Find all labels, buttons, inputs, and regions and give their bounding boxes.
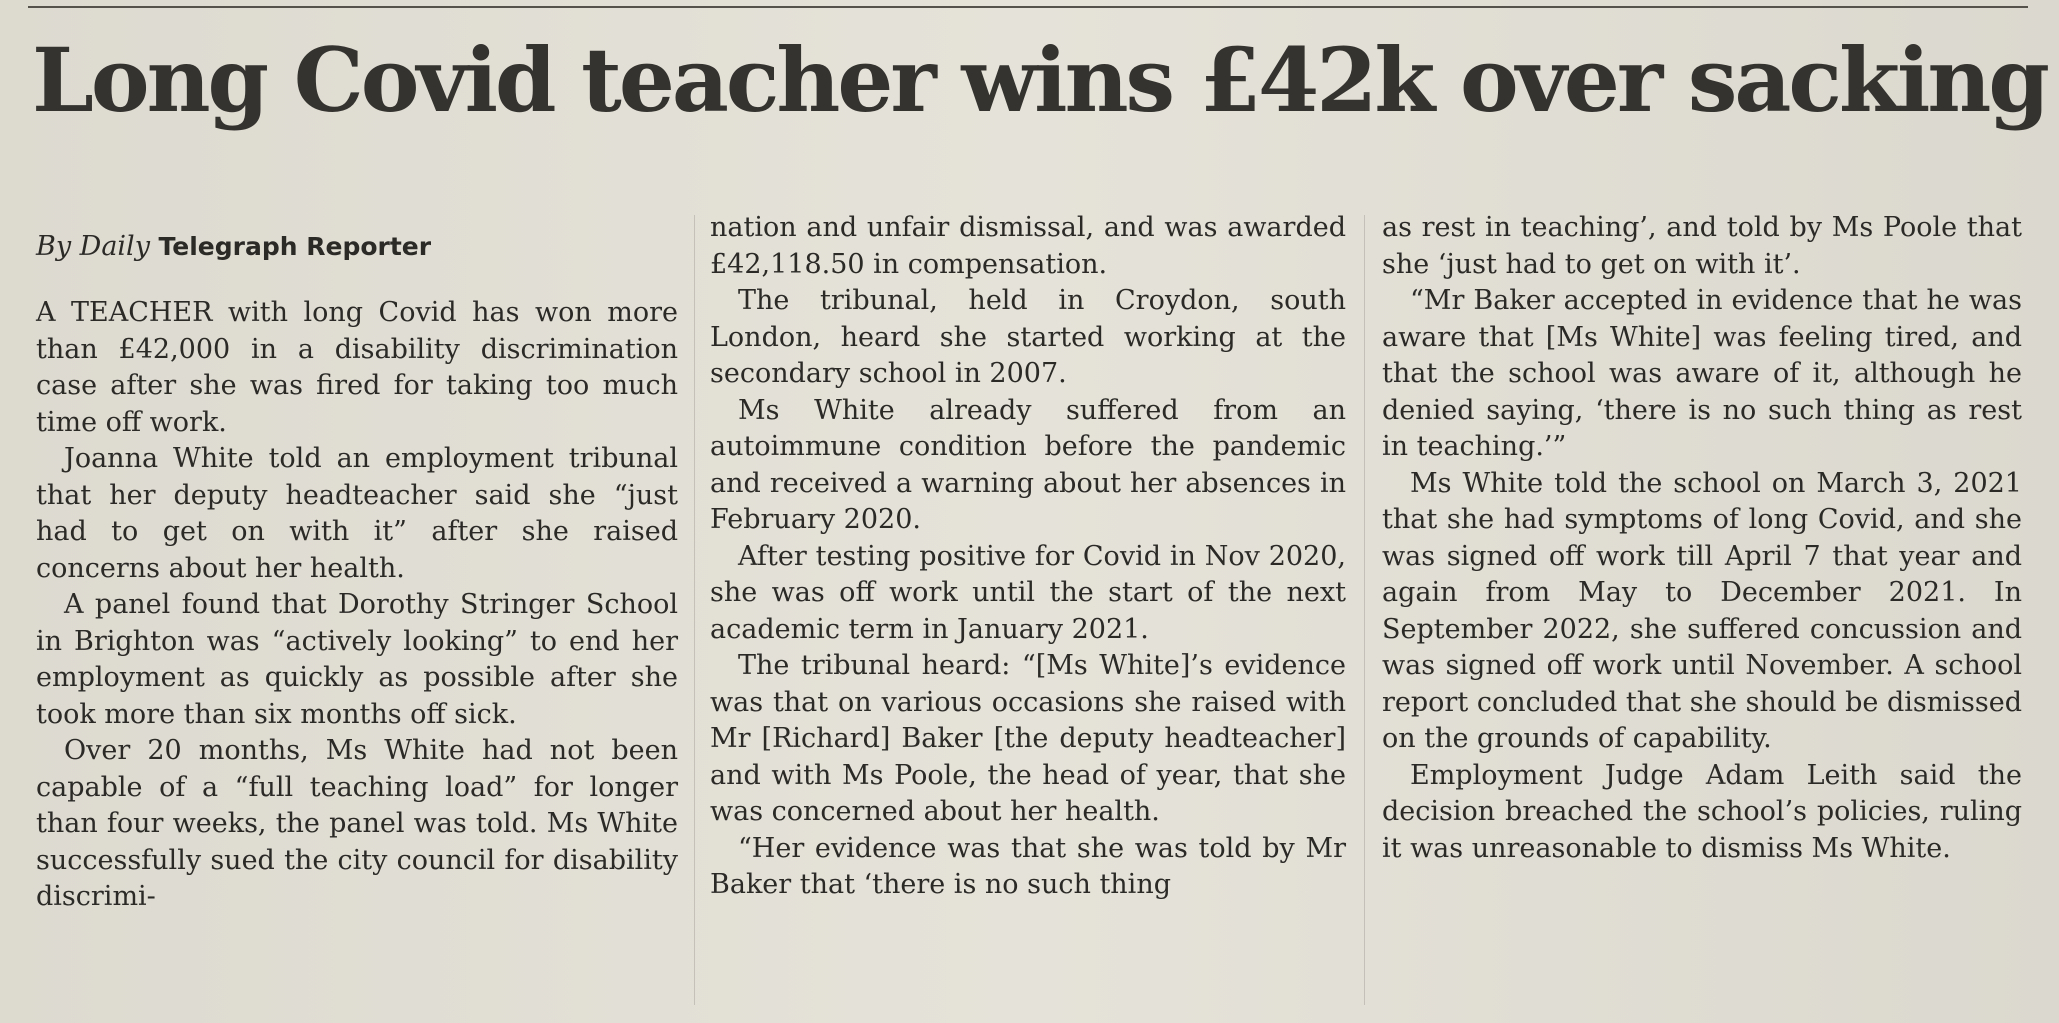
top-rule bbox=[28, 6, 2028, 8]
byline-prefix: By Daily bbox=[36, 231, 150, 262]
paragraph: as rest in teaching’, and told by Ms Poole that she ‘just had to get on with it’. bbox=[1382, 212, 2022, 280]
byline-author: Telegraph Reporter bbox=[158, 232, 432, 261]
paragraph: Employment Judge Adam Leith said the decision breached the school’s policies, ruling it was unreasonable to dismiss Ms White. bbox=[1382, 759, 2022, 864]
article-column-3 bbox=[1382, 210, 2022, 867]
paragraph: Over 20 months, Ms White had not been capable of a “full teaching load” for longer than four weeks, the panel was told. Ms White successfully sued the city council for disability discrimi- bbox=[36, 735, 678, 912]
column-divider bbox=[1364, 215, 1365, 1005]
paragraph: nation and unfair dismissal, and was awarded £42,118.50 in compensation. bbox=[710, 212, 1346, 280]
headline: Long Covid teacher wins £42k over sacking bbox=[32, 28, 2047, 132]
article-column-1 bbox=[36, 295, 678, 916]
paragraph: A TEACHER with long Covid has won more than £42,000 in a disability discrimination case after she was fired for taking too much time off work. bbox=[36, 297, 678, 438]
paragraph: After testing positive for Covid in Nov 2020, she was off work until the start of the next academic term in January 2021. bbox=[710, 540, 1346, 645]
paragraph: “Her evidence was that she was told by Mr Baker that ‘there is no such thing bbox=[710, 832, 1346, 900]
paragraph: “Mr Baker accepted in evidence that he was aware that [Ms White] was feeling tired, and that the school was aware of it, although he denied saying, ‘there is no such thing as rest in teaching.’” bbox=[1382, 285, 2022, 462]
byline bbox=[36, 229, 678, 265]
article-column-2 bbox=[710, 210, 1346, 904]
paragraph: The tribunal, held in Croydon, south London, heard she started working at the secondary school in 2007. bbox=[710, 285, 1346, 389]
paragraph: Ms White told the school on March 3, 2021 that she had symptoms of long Covid, and she was signed off work till April 7 that year and again from May to December 2021. In September 2022, she suffered concussion and was signed off work until November. A school report concluded that she should be dismissed on the grounds of capability. bbox=[1382, 467, 2022, 754]
paragraph: The tribunal heard: “[Ms White]’s evidence was that on various occasions she raised with Mr [Richard] Baker [the deputy headteacher] and with Ms Poole, the head of year, that she was concerned about her health. bbox=[710, 650, 1346, 827]
paragraph: Ms White already suffered from an autoimmune condition before the pandemic and received a warning about her absences in February 2020. bbox=[710, 394, 1346, 535]
column-divider bbox=[694, 215, 695, 1005]
paragraph: Joanna White told an employment tribunal that her deputy headteacher said she “just had to get on with it” after she raised concerns about her health. bbox=[36, 443, 678, 584]
paragraph: A panel found that Dorothy Stringer School in Brighton was “actively looking” to end her employment as quickly as possible after she took more than six months off sick. bbox=[36, 589, 678, 730]
